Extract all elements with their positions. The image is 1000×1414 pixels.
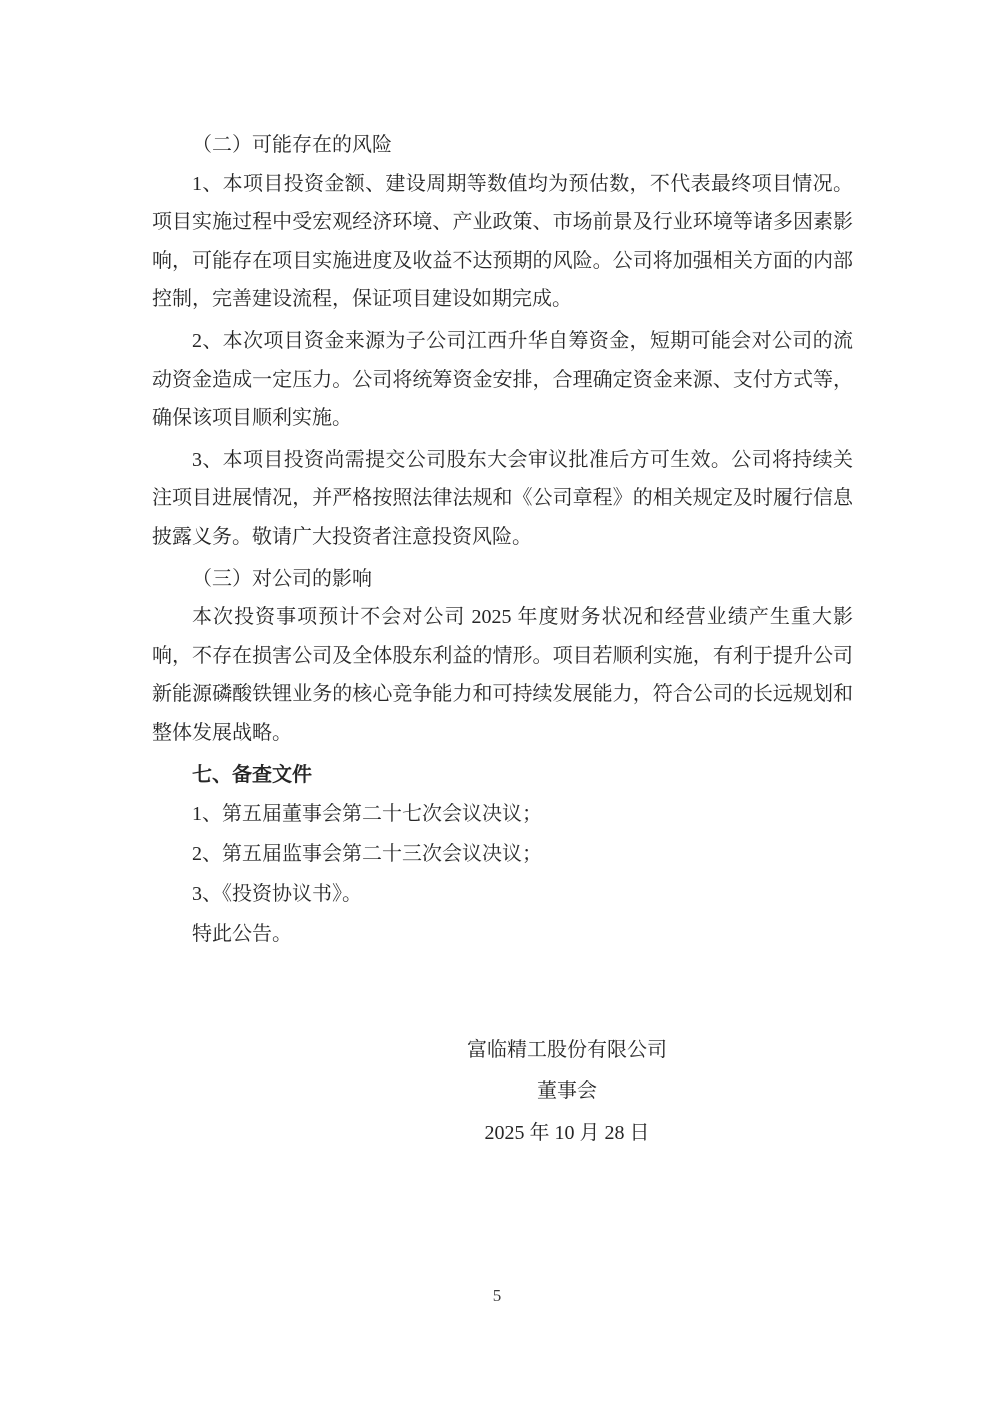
paragraph-risk-estimates: 1、本项目投资金额、建设周期等数值均为预估数，不代表最终项目情况。项目实施过程中受宏观经济环境、产业政策、市场前景及行业环境等诸多因素影响，可能存在项目实施进度及收益不达预期的风险。公司将加强相关方面的内部控制，完善建设流程，保证项目建设如期完成。 (152, 172, 853, 311)
signature-block (417, 1030, 717, 1155)
paragraph-funding-source: 2、本次项目资金来源为子公司江西升华自筹资金，短期可能会对公司的流动资金造成一定压力。公司将统筹资金安排，合理确定资金来源、支付方式等，确保该项目顺利实施。 (152, 329, 853, 430)
document-body (152, 126, 853, 1155)
section-heading-possible-risks: （二）可能存在的风险 (192, 134, 392, 156)
page-number: 5 (492, 1286, 502, 1305)
signature-board: 董事会 (537, 1079, 597, 1102)
section-heading-reference-documents: 七、备查文件 (192, 763, 312, 786)
paragraph-shareholder-approval: 3、本项目投资尚需提交公司股东大会审议批准后方可生效。公司将持续关注项目进展情况，并严格按照法律法规和《公司章程》的相关规定及时履行信息披露义务。敬请广大投资者注意投资风险。 (152, 448, 853, 548)
reference-document-item-2: 2、第五届监事会第二十三次会议决议； (192, 843, 542, 866)
reference-document-item-3: 3、《投资协议书》。 (192, 883, 362, 906)
reference-document-item-1: 1、第五届董事会第二十七次会议决议； (192, 803, 542, 826)
paragraph-company-impact: 本次投资事项预计不会对公司 2025 年度财务状况和经营业绩产生重大影响，不存在损害公司及全体股东利益的情形。项目若顺利实施，有利于提升公司新能源磷酸铁锂业务的核心竞争能力和可持续发展能力，符合公司的长远规划和整体发展战略。 (152, 606, 853, 744)
closing-remark: 特此公告。 (192, 923, 292, 946)
signature-date: 2025 年 10 月 28 日 (484, 1121, 650, 1144)
section-heading-company-impact: （三）对公司的影响 (192, 567, 372, 590)
signature-company-name: 富临精工股份有限公司 (467, 1038, 667, 1061)
